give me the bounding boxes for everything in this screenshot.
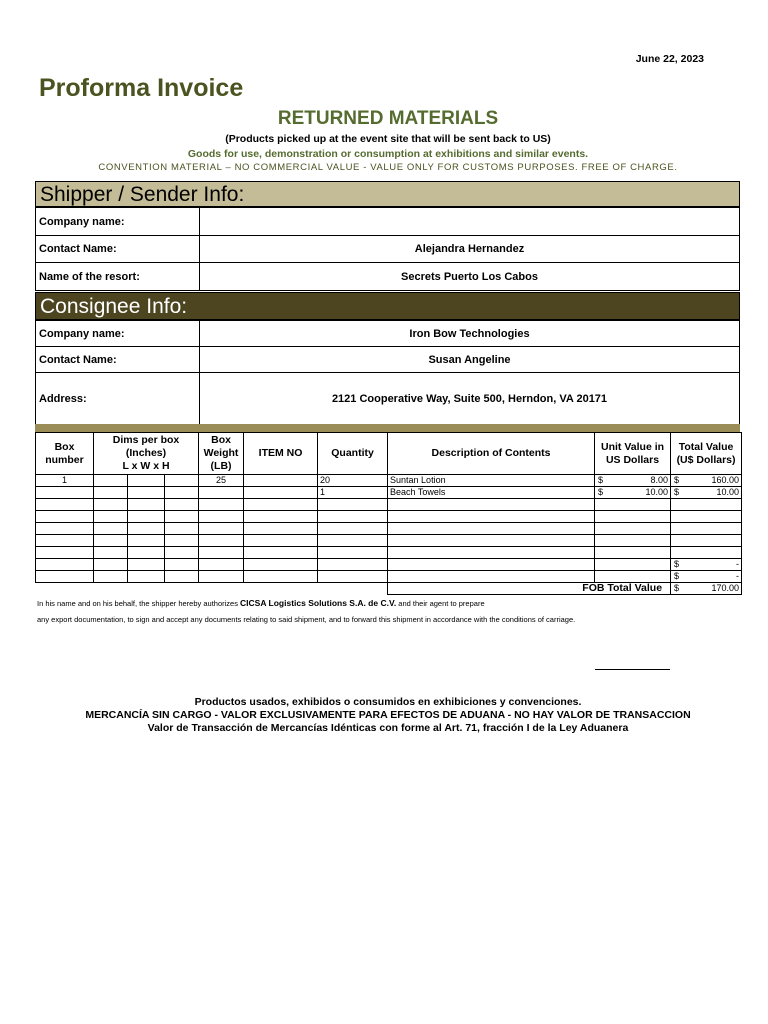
- cell-total-value: [671, 523, 742, 535]
- cell-dim-w: [128, 499, 165, 511]
- header-unit-value: Unit Value in US Dollars: [595, 433, 671, 475]
- cell-total-value: [671, 511, 742, 523]
- cell-unit-value: [595, 475, 671, 487]
- cell-box-number: 1: [36, 475, 94, 487]
- authorization-post: and their agent to prepare: [396, 599, 485, 608]
- cell-description: [388, 571, 595, 583]
- total-currency: $: [674, 475, 680, 485]
- fob-total-label: FOB Total Value: [388, 583, 671, 595]
- cell-quantity: [318, 535, 388, 547]
- cell-unit-value: [595, 535, 671, 547]
- cell-unit-value: [595, 511, 671, 523]
- cell-dim-h: [165, 535, 199, 547]
- cell-quantity: [318, 511, 388, 523]
- note-convention: CONVENTION MATERIAL – NO COMMERCIAL VALUE - VALUE ONLY FOR CUSTOMS PURPOSES. FREE OF CHARGE.: [98, 162, 678, 173]
- cell-dim-h: [165, 559, 199, 571]
- cell-unit-value: [595, 547, 671, 559]
- shipper-contact-row: [36, 236, 740, 263]
- table-row: [36, 499, 742, 511]
- cell-dim-w: [128, 547, 165, 559]
- cell-description: [388, 535, 595, 547]
- authorized-company: CICSA Logistics Solutions S.A. de C.V.: [240, 598, 397, 608]
- cell-box-weight: [199, 487, 244, 499]
- cell-dim-l: [94, 547, 128, 559]
- header-box-number: Box number: [36, 433, 94, 475]
- shipper-company-value: [200, 208, 740, 236]
- cell-dim-w: [128, 535, 165, 547]
- section-divider-strip: [35, 424, 740, 432]
- total-amount: -: [736, 571, 740, 581]
- consignee-contact-row: [36, 347, 740, 373]
- invoice-date: June 22, 2023: [635, 53, 704, 65]
- cell-item-no: [244, 535, 318, 547]
- cell-total-value: [671, 547, 742, 559]
- cell-dim-l: [94, 475, 128, 487]
- cell-quantity: [318, 547, 388, 559]
- cell-dim-l: [94, 499, 128, 511]
- cell-description: [388, 511, 595, 523]
- cell-box-weight: [199, 559, 244, 571]
- cell-box-weight: [199, 523, 244, 535]
- consignee-address-value: 2121 Cooperative Way, Suite 500, Herndon, VA 20171: [200, 373, 740, 425]
- cell-dim-w: [128, 559, 165, 571]
- consignee-company-label: Company name:: [36, 321, 200, 347]
- cell-dim-l: [94, 535, 128, 547]
- shipper-company-label: Company name:: [36, 208, 200, 236]
- total-amount: 10.00: [716, 487, 740, 497]
- shipper-contact-value: Alejandra Hernandez: [200, 236, 740, 263]
- cell-item-no: [244, 523, 318, 535]
- total-currency: $: [674, 559, 680, 569]
- cell-box-number: [36, 499, 94, 511]
- cell-quantity: 1: [318, 487, 388, 499]
- table-row: [36, 535, 742, 547]
- cell-box-weight: [199, 571, 244, 583]
- signature-line: [595, 669, 670, 670]
- cell-total-value: [671, 535, 742, 547]
- cell-item-no: [244, 571, 318, 583]
- cell-dim-h: [165, 511, 199, 523]
- table-row: [36, 511, 742, 523]
- cell-box-weight: [199, 535, 244, 547]
- cell-box-number: [36, 487, 94, 499]
- shipper-resort-row: [36, 263, 740, 291]
- fob-amount: 170.00: [711, 583, 740, 593]
- unit-amount: 10.00: [645, 487, 669, 497]
- header-description: Description of Contents: [388, 433, 595, 475]
- note-goods-use: Goods for use, demonstration or consumption at exhibitions and similar events.: [187, 148, 589, 160]
- cell-description: [388, 499, 595, 511]
- cell-dim-w: [128, 487, 165, 499]
- consignee-company-row: [36, 321, 740, 347]
- cell-unit-value: [595, 571, 671, 583]
- cell-description: Beach Towels: [388, 487, 595, 499]
- cell-box-number: [36, 559, 94, 571]
- cell-box-weight: [199, 511, 244, 523]
- table-row: [36, 547, 742, 559]
- cell-dim-l: [94, 487, 128, 499]
- cell-unit-value: [595, 499, 671, 511]
- note-picked-up: (Products picked up at the event site that will be sent back to US): [225, 133, 551, 145]
- cell-quantity: [318, 559, 388, 571]
- cell-unit-value: [595, 523, 671, 535]
- cell-dim-l: [94, 571, 128, 583]
- fob-total-value: [671, 583, 742, 595]
- authorization-line-1: [37, 598, 485, 608]
- items-header-row: [36, 433, 742, 475]
- consignee-contact-label: Contact Name:: [36, 347, 200, 373]
- cell-box-weight: [199, 547, 244, 559]
- cell-dim-h: [165, 475, 199, 487]
- consignee-contact-value: Susan Angeline: [200, 347, 740, 373]
- cell-quantity: [318, 571, 388, 583]
- cell-total-value: [671, 487, 742, 499]
- cell-box-weight: 25: [199, 475, 244, 487]
- cell-dim-l: [94, 559, 128, 571]
- authorization-line-2: any export documentation, to sign and accept any documents relating to said shipment, and to forward this shipment in accordance with the conditions of carriage.: [37, 615, 576, 624]
- footer-line-1: Productos usados, exhibidos o consumidos en exhibiciones y convenciones.: [194, 696, 582, 708]
- consignee-address-row: [36, 373, 740, 425]
- cell-total-value: [671, 475, 742, 487]
- cell-item-no: [244, 511, 318, 523]
- document-subtitle: RETURNED MATERIALS: [277, 108, 499, 129]
- cell-unit-value: [595, 487, 671, 499]
- fob-total-row: [36, 583, 742, 595]
- shipper-resort-value: Secrets Puerto Los Cabos: [200, 263, 740, 291]
- shipper-section-heading: Shipper / Sender Info:: [35, 181, 740, 207]
- items-table: [35, 432, 742, 595]
- cell-dim-h: [165, 499, 199, 511]
- cell-box-number: [36, 523, 94, 535]
- cell-dim-w: [128, 571, 165, 583]
- cell-dim-w: [128, 523, 165, 535]
- header-box-weight: Box Weight (LB): [199, 433, 244, 475]
- header-item-no: ITEM NO: [244, 433, 318, 475]
- shipper-resort-label: Name of the resort:: [36, 263, 200, 291]
- header-dims: Dims per box (Inches) L x W x H: [94, 433, 199, 475]
- fob-currency: $: [674, 583, 680, 593]
- table-row: [36, 487, 742, 499]
- table-row: [36, 523, 742, 535]
- table-row: [36, 559, 742, 571]
- page-title: Proforma Invoice: [39, 74, 244, 102]
- unit-amount: 8.00: [650, 475, 669, 485]
- table-row: [36, 571, 742, 583]
- header-total-value: Total Value (U$ Dollars): [671, 433, 742, 475]
- cell-quantity: 20: [318, 475, 388, 487]
- cell-dim-h: [165, 523, 199, 535]
- cell-item-no: [244, 559, 318, 571]
- cell-total-value: [671, 499, 742, 511]
- total-currency: $: [674, 487, 680, 497]
- cell-dim-l: [94, 523, 128, 535]
- cell-dim-h: [165, 487, 199, 499]
- header-quantity: Quantity: [318, 433, 388, 475]
- cell-box-weight: [199, 499, 244, 511]
- cell-description: [388, 559, 595, 571]
- consignee-section-heading: Consignee Info:: [35, 292, 740, 320]
- unit-currency: $: [598, 487, 604, 497]
- cell-dim-h: [165, 571, 199, 583]
- cell-item-no: [244, 475, 318, 487]
- cell-description: Suntan Lotion: [388, 475, 595, 487]
- cell-box-number: [36, 547, 94, 559]
- cell-description: [388, 523, 595, 535]
- cell-quantity: [318, 499, 388, 511]
- shipper-company-row: [36, 208, 740, 236]
- authorization-pre: In his name and on his behalf, the shipper hereby authorizes: [37, 599, 241, 608]
- total-amount: 160.00: [711, 475, 740, 485]
- cell-unit-value: [595, 559, 671, 571]
- cell-item-no: [244, 499, 318, 511]
- total-amount: -: [736, 559, 740, 569]
- shipper-info-table: [35, 207, 740, 291]
- footer-line-3: Valor de Transacción de Mercancías Idénticas con forme al Art. 71, fracción I de la Ley Aduanera: [147, 722, 629, 734]
- cell-total-value: [671, 559, 742, 571]
- table-row: [36, 475, 742, 487]
- cell-box-number: [36, 535, 94, 547]
- total-currency: $: [674, 571, 680, 581]
- unit-currency: $: [598, 475, 604, 485]
- cell-quantity: [318, 523, 388, 535]
- cell-dim-l: [94, 511, 128, 523]
- cell-dim-w: [128, 475, 165, 487]
- cell-total-value: [671, 571, 742, 583]
- consignee-company-value: Iron Bow Technologies: [200, 321, 740, 347]
- cell-item-no: [244, 487, 318, 499]
- consignee-address-label: Address:: [36, 373, 200, 425]
- cell-dim-h: [165, 547, 199, 559]
- footer-line-2: MERCANCÍA SIN CARGO - VALOR EXCLUSIVAMENTE PARA EFECTOS DE ADUANA - NO HAY VALOR DE TRANSACCION: [85, 709, 691, 721]
- cell-box-number: [36, 511, 94, 523]
- cell-box-number: [36, 571, 94, 583]
- shipper-contact-label: Contact Name:: [36, 236, 200, 263]
- consignee-info-table: [35, 320, 740, 425]
- cell-dim-w: [128, 511, 165, 523]
- cell-description: [388, 547, 595, 559]
- cell-item-no: [244, 547, 318, 559]
